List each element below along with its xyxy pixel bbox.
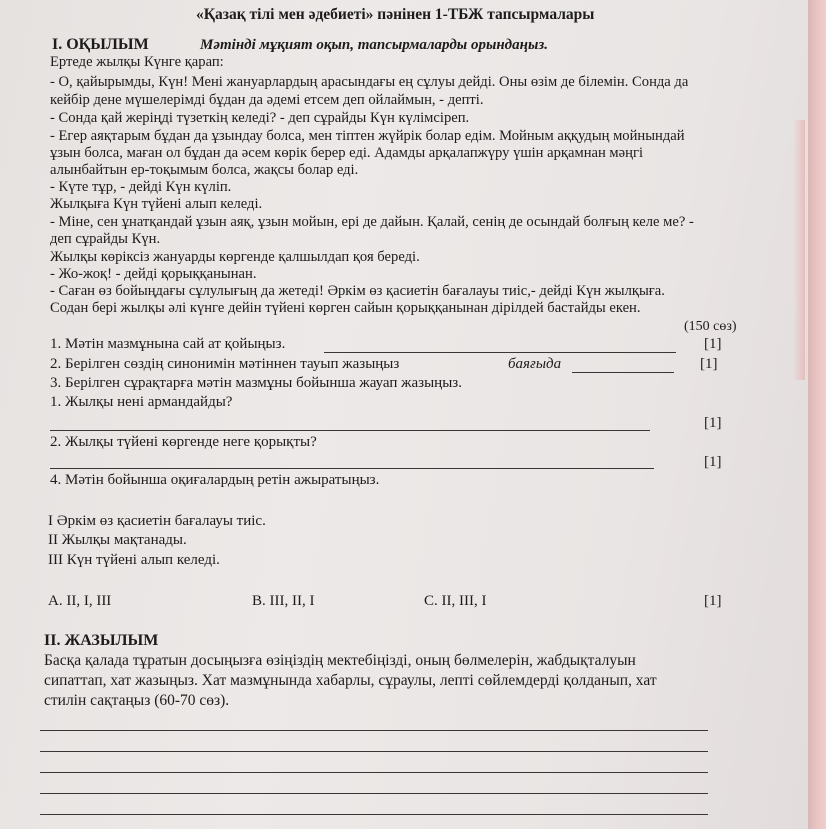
page-title: «Қазақ тілі мен әдебиеті» пәнінен 1-ТБЖ тапсырмалары [196,6,595,23]
question-2-mark: [1] [704,454,722,470]
text-line: - Міне, сен ұнатқандай ұзын аяқ, ұзын мойын, ері де дайын. Қалай, сенің де осындай болғың келе ме? - [50,214,694,230]
text-line: ұзын болса, маған ол бұдан да әсем көрік берер еді. Адамды арқалапжүру үшін арқамнан мәңгі [50,145,643,161]
question-1-answer-line[interactable] [50,430,650,431]
section2-line: стилін сақтаңыз (60-70 сөз). [44,692,230,709]
option-a[interactable]: A. II, I, III [48,593,112,609]
page-edge-shadow [793,120,805,380]
text-line: Ертеде жылқы Күнге қарап: [50,54,224,70]
task-1-answer-line[interactable] [324,352,676,353]
task-3-label: 3. Берілген сұрақтарға мәтін мазмұны бойынша жауап жазыңыз. [50,375,462,391]
text-line: - Егер аяқтарым бұдан да ұзындау болса, мен тіптен жүйрік болар едім. Мойным аққудың мойнындай [50,128,685,144]
task-2-answer-line[interactable] [572,372,674,373]
text-line: алынбайтын ер-тоқымым болса, жақсы болар еді. [50,162,359,178]
task-2-label: 2. Берілген сөздің синонимін мәтіннен тауып жазыңыз [50,356,400,372]
text-line: - Жо-жоқ! - дейді қорыққанынан. [50,266,257,282]
question-2-answer-line[interactable] [50,468,654,469]
writing-line[interactable] [40,730,708,731]
section1-instruction: Мәтінді мұқият оқып, тапсырмаларды орындаңыз. [200,37,548,53]
option-c[interactable]: C. II, III, I [424,593,487,609]
event-1: I Әркім өз қасиетін бағалауы тиіс. [48,513,266,529]
text-line: - Сонда қай жеріңді түзеткің келеді? - деп сұрайды Күн күлімсіреп. [50,110,470,126]
task-4-label: 4. Мәтін бойынша оқиғалардың ретін ажыратыңыз. [50,472,380,488]
task-1-label: 1. Мәтін мазмұнына сай ат қойыңыз. [50,336,286,352]
event-2: II Жылқы мақтанады. [48,532,187,548]
text-line: - О, қайырымды, Күн! Мені жануарлардың арасындағы ең сұлуы дейді. Оны өзім де білемін. Сонда да [50,74,689,90]
question-1-mark: [1] [704,415,722,431]
section1-heading: I. ОҚЫЛЫМ [52,36,149,53]
event-3: III Күн түйені алып келеді. [48,552,220,568]
section2-heading: II. ЖАЗЫЛЫМ [44,632,159,649]
question-1: 1. Жылқы нені армандайды? [50,394,233,410]
text-line: кейбір дене мүшелерімді бұдан да әдемі етсем деп ойлаймын, - депті. [50,92,484,108]
task-1-mark: [1] [704,336,722,352]
section2-line: Басқа қалада тұратын досыңызға өзіңіздің мектебіңізді, оның бөлмелерін, жабдықталуын [44,652,636,669]
writing-line[interactable] [40,793,708,794]
text-line: Жылқыға Күн түйені алып келеді. [50,196,263,212]
text-line: деп сұрайды Күн. [50,231,161,247]
option-b[interactable]: B. III, II, I [252,593,315,609]
task-2-mark: [1] [700,356,718,372]
section2-line: сипаттап, хат жазыңыз. Хат мазмұнында хабарлы, сұраулы, лепті сөйлемдерді қолданып, хат [44,672,657,689]
page-edge [808,0,826,829]
writing-line[interactable] [40,751,708,752]
text-line: - Күте тұр, - дейді Күн күліп. [50,179,232,195]
text-line: Содан бері жылқы әлі күнге дейін түйені көрген сайын қорыққанынан дірілдей бастайды екен. [50,300,641,316]
writing-line[interactable] [40,814,708,815]
word-count: (150 сөз) [684,319,737,334]
task-4-mark: [1] [704,593,722,609]
writing-line[interactable] [40,772,708,773]
text-line: - Саған өз бойыңдағы сұлулығың да жетеді! Әркім өз қасиетін бағалауы тиіс,- дейді Күн жылқыға. [50,283,665,299]
task-2-word: баяғыда [508,356,562,372]
question-2: 2. Жылқы түйені көргенде неге қорықты? [50,434,317,450]
text-line: Жылқы көріксіз жануарды көргенде қалшылдап қоя береді. [50,249,420,265]
